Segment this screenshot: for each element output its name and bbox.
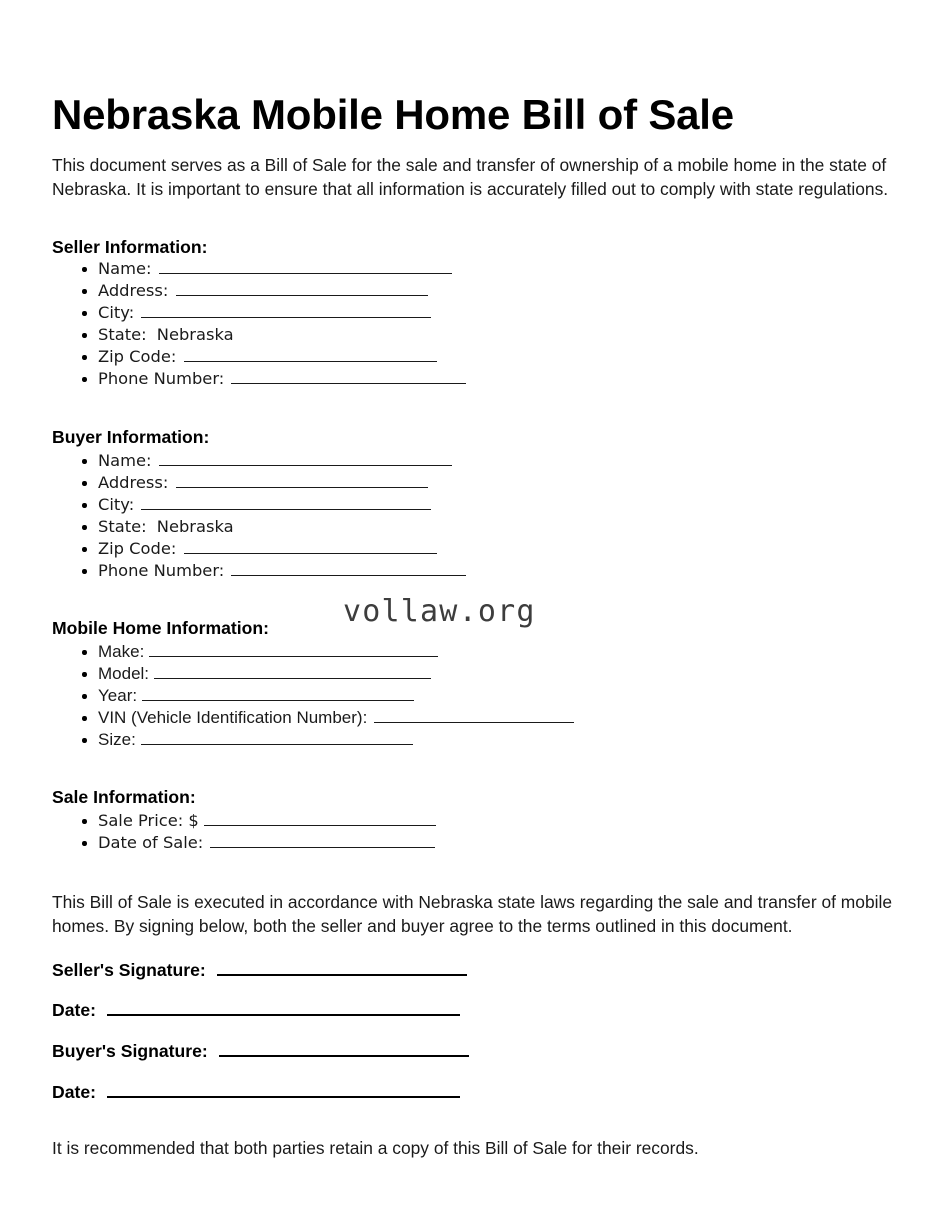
list-item (52, 641, 574, 663)
blank-fill-line[interactable] (231, 563, 466, 576)
field-value: Nebraska (156, 517, 234, 536)
section-heading-buyer: Buyer Information: (52, 426, 210, 447)
execution-paragraph: This Bill of Sale is executed in accordance with Nebraska state laws regarding the sale and transfer of mobile homes. By signing below, both the seller and buyer agree to the terms outlined in this document. (52, 892, 893, 936)
blank-fill-line[interactable] (210, 835, 435, 848)
site-watermark: vollaw.org (343, 594, 536, 629)
section-heading-seller: Seller Information: (52, 236, 208, 257)
list-item (52, 494, 466, 516)
list-item (52, 280, 466, 302)
list-item (52, 729, 574, 751)
bullet-icon (82, 547, 87, 552)
mobile-home-field-list (52, 641, 574, 751)
blank-fill-line[interactable] (159, 261, 452, 274)
bullet-icon (82, 694, 87, 699)
field-label: Model: (98, 664, 150, 683)
field-label: City: (98, 495, 135, 514)
field-label: State: (98, 517, 147, 536)
bullet-icon (82, 525, 87, 530)
list-item (52, 368, 466, 390)
bullet-icon (82, 569, 87, 574)
page-title: Nebraska Mobile Home Bill of Sale (52, 91, 734, 139)
field-label: Year: (98, 686, 138, 705)
field-label: Name: (98, 259, 152, 278)
bullet-icon (82, 481, 87, 486)
list-item (52, 810, 436, 832)
field-label: Date of Sale: (98, 833, 204, 852)
field-label: Phone Number: (98, 369, 225, 388)
field-label: City: (98, 303, 135, 322)
list-item (52, 560, 466, 582)
field-label: Make: (98, 642, 145, 661)
list-item (52, 832, 436, 854)
field-label: Address: (98, 281, 169, 300)
seller-signature-row (52, 959, 467, 981)
seller-date-line[interactable] (107, 1002, 460, 1016)
bullet-icon (82, 738, 87, 743)
list-item (52, 324, 466, 346)
bullet-icon (82, 819, 87, 824)
bullet-icon (82, 503, 87, 508)
buyer-signature-label: Buyer's Signature: (52, 1041, 208, 1061)
seller-field-list (52, 258, 466, 390)
field-label: State: (98, 325, 147, 344)
field-label: Zip Code: (98, 539, 177, 558)
blank-fill-line[interactable] (141, 305, 431, 318)
blank-fill-line[interactable] (204, 813, 436, 826)
field-label: Size: (98, 730, 136, 749)
field-label: Address: (98, 473, 169, 492)
section-heading-sale: Sale Information: (52, 786, 196, 807)
bullet-icon (82, 377, 87, 382)
sale-field-list (52, 810, 436, 854)
field-label: VIN (Vehicle Identification Number): (98, 708, 368, 727)
intro-paragraph: This document serves as a Bill of Sale for the sale and transfer of ownership of a mobile home in the state of Nebraska. It is important to ensure that all information is accurately filled out to comply with state regulations. (52, 155, 889, 199)
bullet-icon (82, 289, 87, 294)
blank-fill-line[interactable] (149, 644, 438, 657)
bullet-icon (82, 311, 87, 316)
list-item (52, 663, 574, 685)
bullet-icon (82, 267, 87, 272)
blank-fill-line[interactable] (142, 688, 414, 701)
bullet-icon (82, 672, 87, 677)
buyer-date-row (52, 1081, 460, 1103)
blank-fill-line[interactable] (159, 453, 452, 466)
blank-fill-line[interactable] (184, 349, 437, 362)
field-label: Phone Number: (98, 561, 225, 580)
blank-fill-line[interactable] (141, 732, 413, 745)
buyer-date-label: Date: (52, 1082, 96, 1102)
bullet-icon (82, 459, 87, 464)
bullet-icon (82, 650, 87, 655)
field-label: Zip Code: (98, 347, 177, 366)
list-item (52, 516, 466, 538)
buyer-field-list (52, 450, 466, 582)
blank-fill-line[interactable] (176, 283, 428, 296)
records-paragraph: It is recommended that both parties retain a copy of this Bill of Sale for their records. (52, 1138, 699, 1159)
bullet-icon (82, 716, 87, 721)
blank-fill-line[interactable] (184, 541, 437, 554)
blank-fill-line[interactable] (231, 371, 466, 384)
bullet-icon (82, 355, 87, 360)
buyer-date-line[interactable] (107, 1084, 460, 1098)
bullet-icon (82, 841, 87, 846)
blank-fill-line[interactable] (141, 497, 431, 510)
list-item (52, 538, 466, 560)
seller-signature-label: Seller's Signature: (52, 960, 206, 980)
section-heading-mobile-home: Mobile Home Information: (52, 617, 269, 638)
list-item (52, 685, 574, 707)
blank-fill-line[interactable] (374, 710, 574, 723)
list-item (52, 472, 466, 494)
field-value: Nebraska (156, 325, 234, 344)
seller-date-row (52, 999, 460, 1021)
seller-date-label: Date: (52, 1000, 96, 1020)
seller-signature-line[interactable] (217, 962, 467, 976)
list-item (52, 450, 466, 472)
buyer-signature-row (52, 1040, 469, 1062)
field-label: Name: (98, 451, 152, 470)
blank-fill-line[interactable] (176, 475, 428, 488)
buyer-signature-line[interactable] (219, 1043, 469, 1057)
field-label: Sale Price: $ (98, 811, 199, 830)
list-item (52, 707, 574, 729)
list-item (52, 302, 466, 324)
list-item (52, 258, 466, 280)
blank-fill-line[interactable] (154, 666, 431, 679)
list-item (52, 346, 466, 368)
bullet-icon (82, 333, 87, 338)
